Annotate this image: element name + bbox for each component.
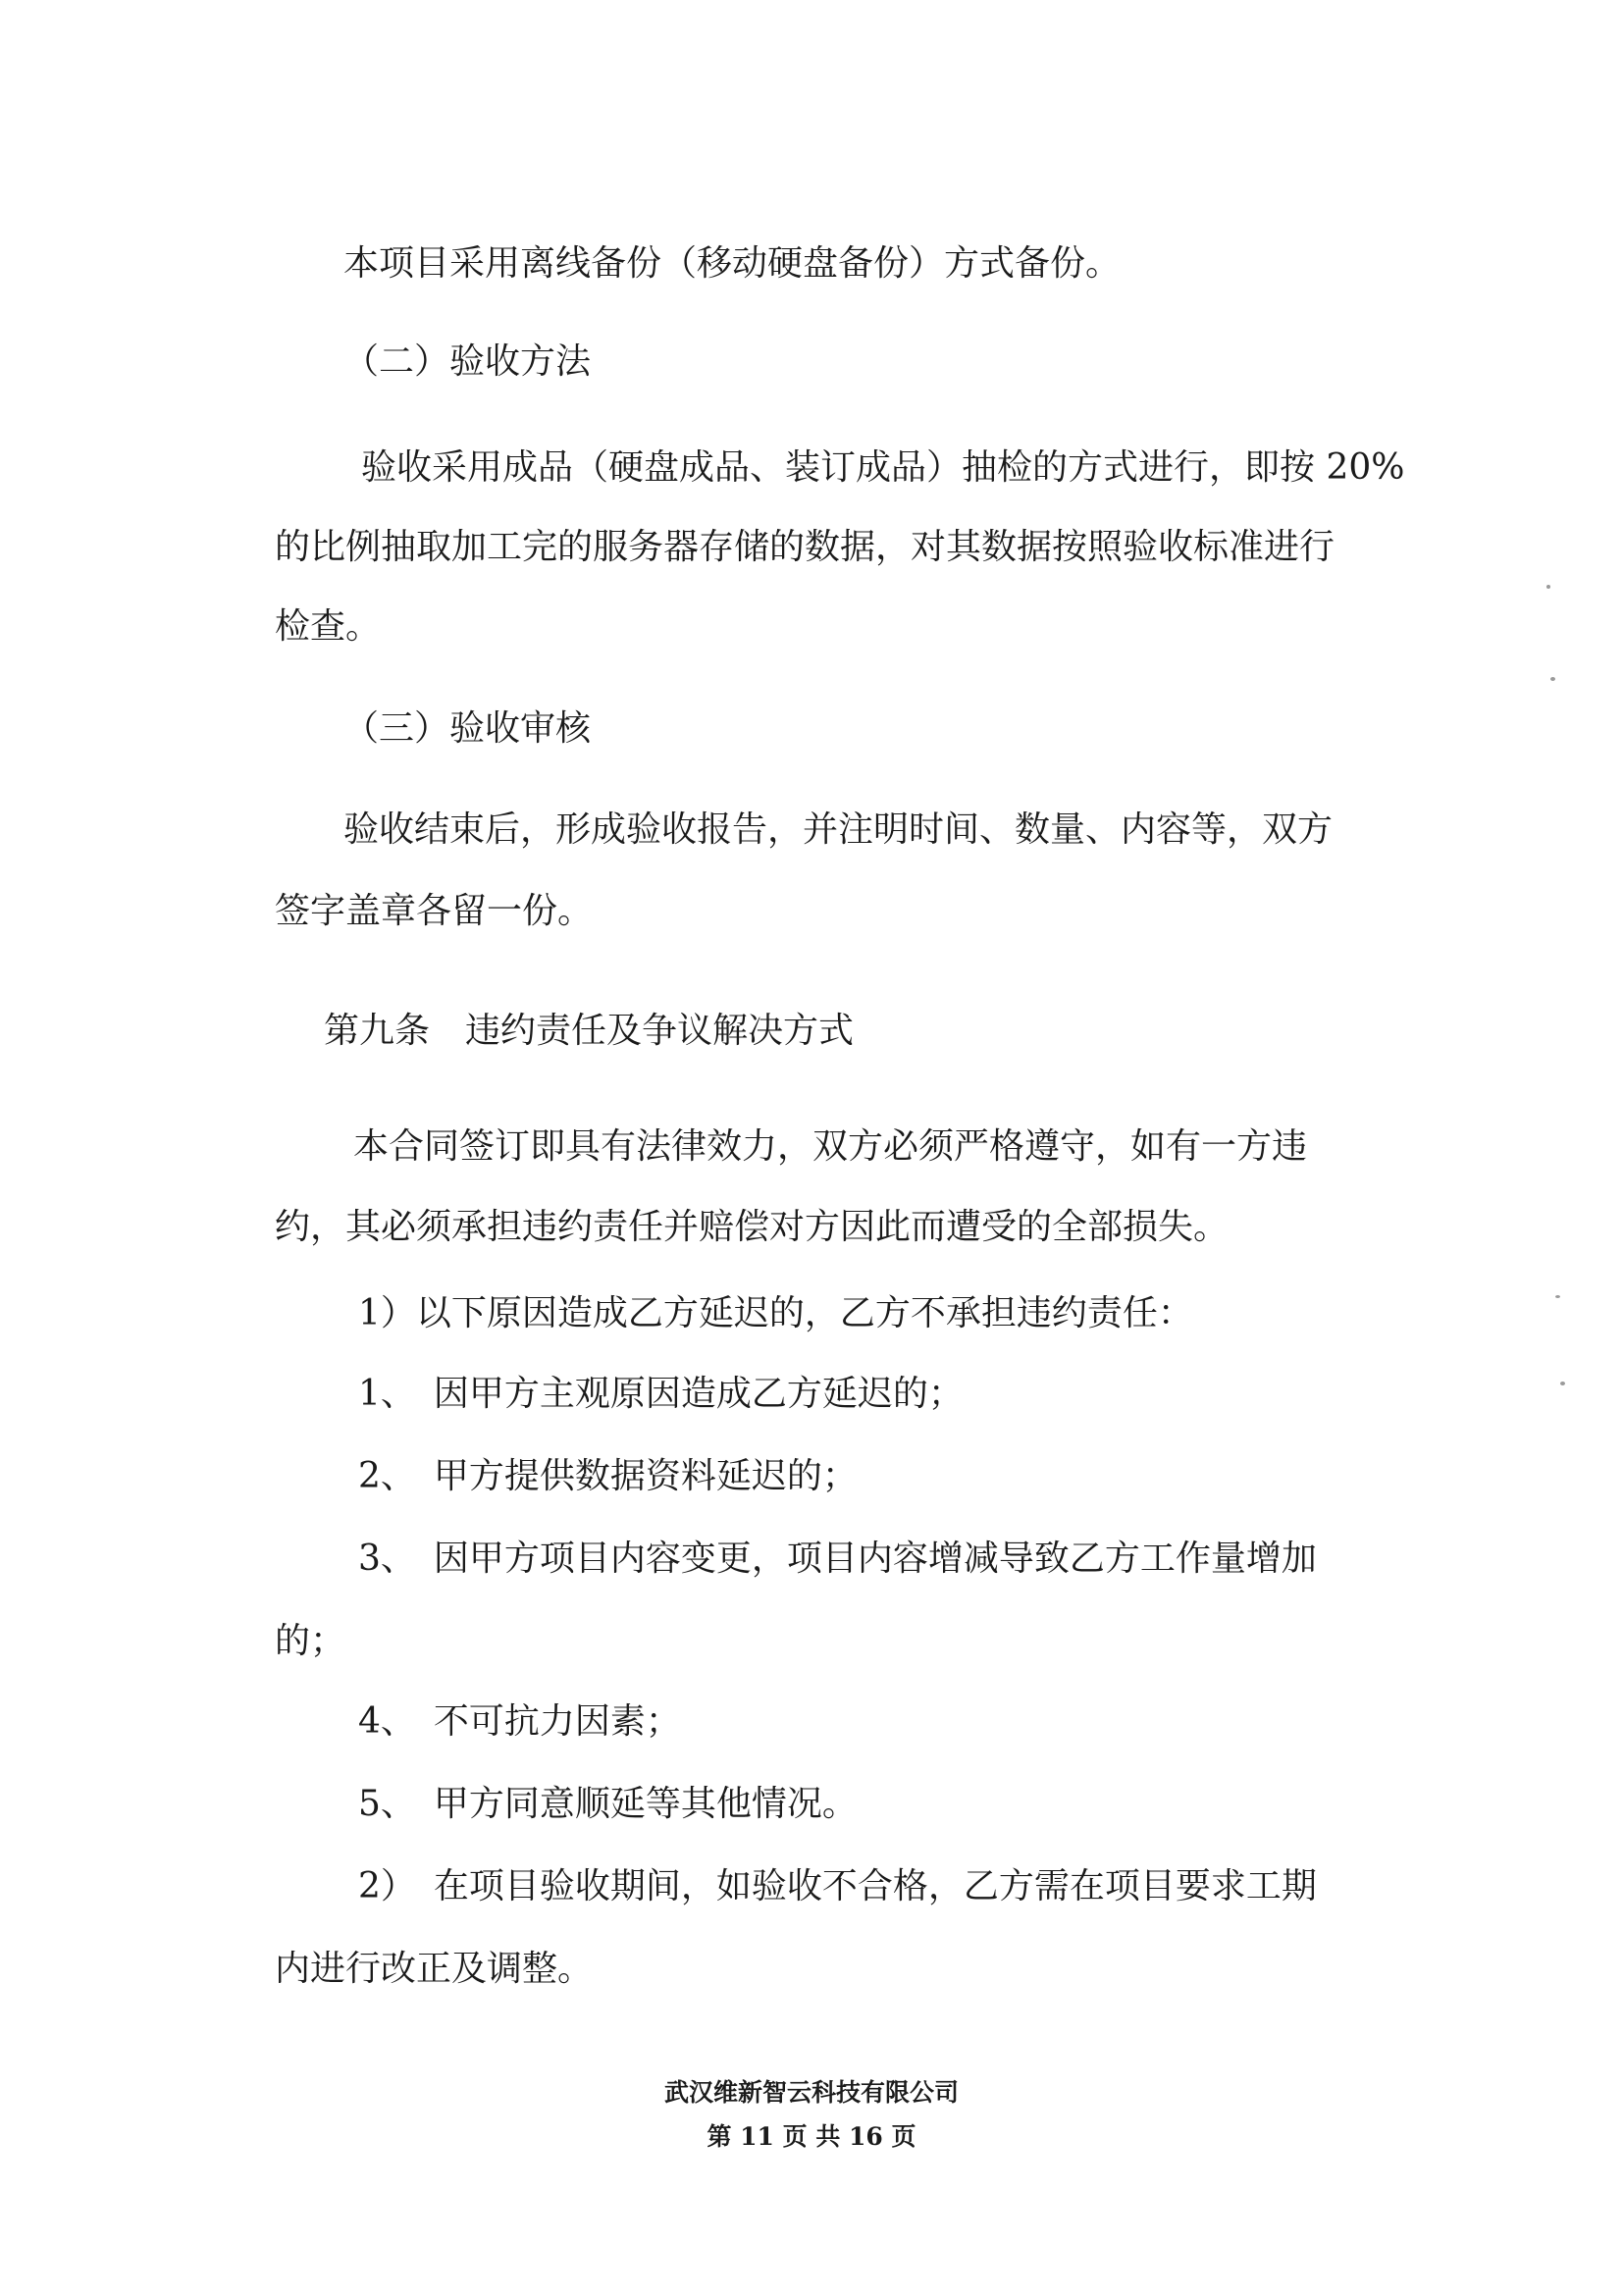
contract-effect-text-line-1: 本合同签订即具有法律效力，双方必须严格遵守，如有一方违 — [353, 1126, 1308, 1167]
acceptance-review-text-line-2: 签字盖章各留一份。 — [275, 891, 594, 931]
scan-speck — [1546, 585, 1550, 589]
scan-speck — [1550, 677, 1555, 681]
acceptance-method-text-line-3: 检查。 — [275, 606, 382, 647]
exemption-item-3-line-2: 的； — [275, 1621, 346, 1661]
exemption-item-1: 1、 因甲方主观原因造成乙方延迟的； — [358, 1374, 964, 1414]
article-nine-heading: 第九条 违约责任及争议解决方式 — [324, 1011, 855, 1051]
acceptance-review-text-line-1: 验收结束后，形成验收报告，并注明时间、数量、内容等，双方 — [343, 809, 1334, 850]
section-heading-acceptance-method: （二）验收方法 — [343, 341, 592, 382]
backup-method-text: 本项目采用离线备份（移动硬盘备份）方式备份。 — [343, 243, 1122, 284]
acceptance-failure-clause-line-2: 内进行改正及调整。 — [275, 1949, 594, 1989]
exemption-clause-intro: 1）以下原因造成乙方延迟的，乙方不承担违约责任： — [358, 1293, 1193, 1333]
exemption-item-3-line-1: 3、 因甲方项目内容变更，项目内容增减导致乙方工作量增加 — [358, 1539, 1317, 1579]
acceptance-method-text-line-1: 验收采用成品（硬盘成品、装订成品）抽检的方式进行，即按 20% — [361, 447, 1405, 488]
contract-effect-text-line-2: 约，其必须承担违约责任并赔偿对方因此而遭受的全部损失。 — [275, 1207, 1230, 1247]
exemption-item-4: 4、 不可抗力因素； — [358, 1701, 681, 1742]
exemption-item-5: 5、 甲方同意顺延等其他情况。 — [358, 1784, 858, 1824]
footer-company-name: 武汉维新智云科技有限公司 — [663, 2078, 959, 2107]
acceptance-method-text-line-2: 的比例抽取加工完的服务器存储的数据，对其数据按照验收标准进行 — [275, 527, 1335, 567]
scan-speck — [1560, 1382, 1565, 1385]
acceptance-failure-clause-line-1: 2） 在项目验收期间，如验收不合格，乙方需在项目要求工期 — [358, 1866, 1317, 1906]
footer-page-number: 第 11 页 共 16 页 — [707, 2122, 916, 2151]
section-heading-acceptance-review: （三）验收审核 — [343, 708, 592, 749]
exemption-item-2: 2、 甲方提供数据资料延迟的； — [358, 1456, 858, 1496]
scan-speck — [1555, 1295, 1560, 1298]
